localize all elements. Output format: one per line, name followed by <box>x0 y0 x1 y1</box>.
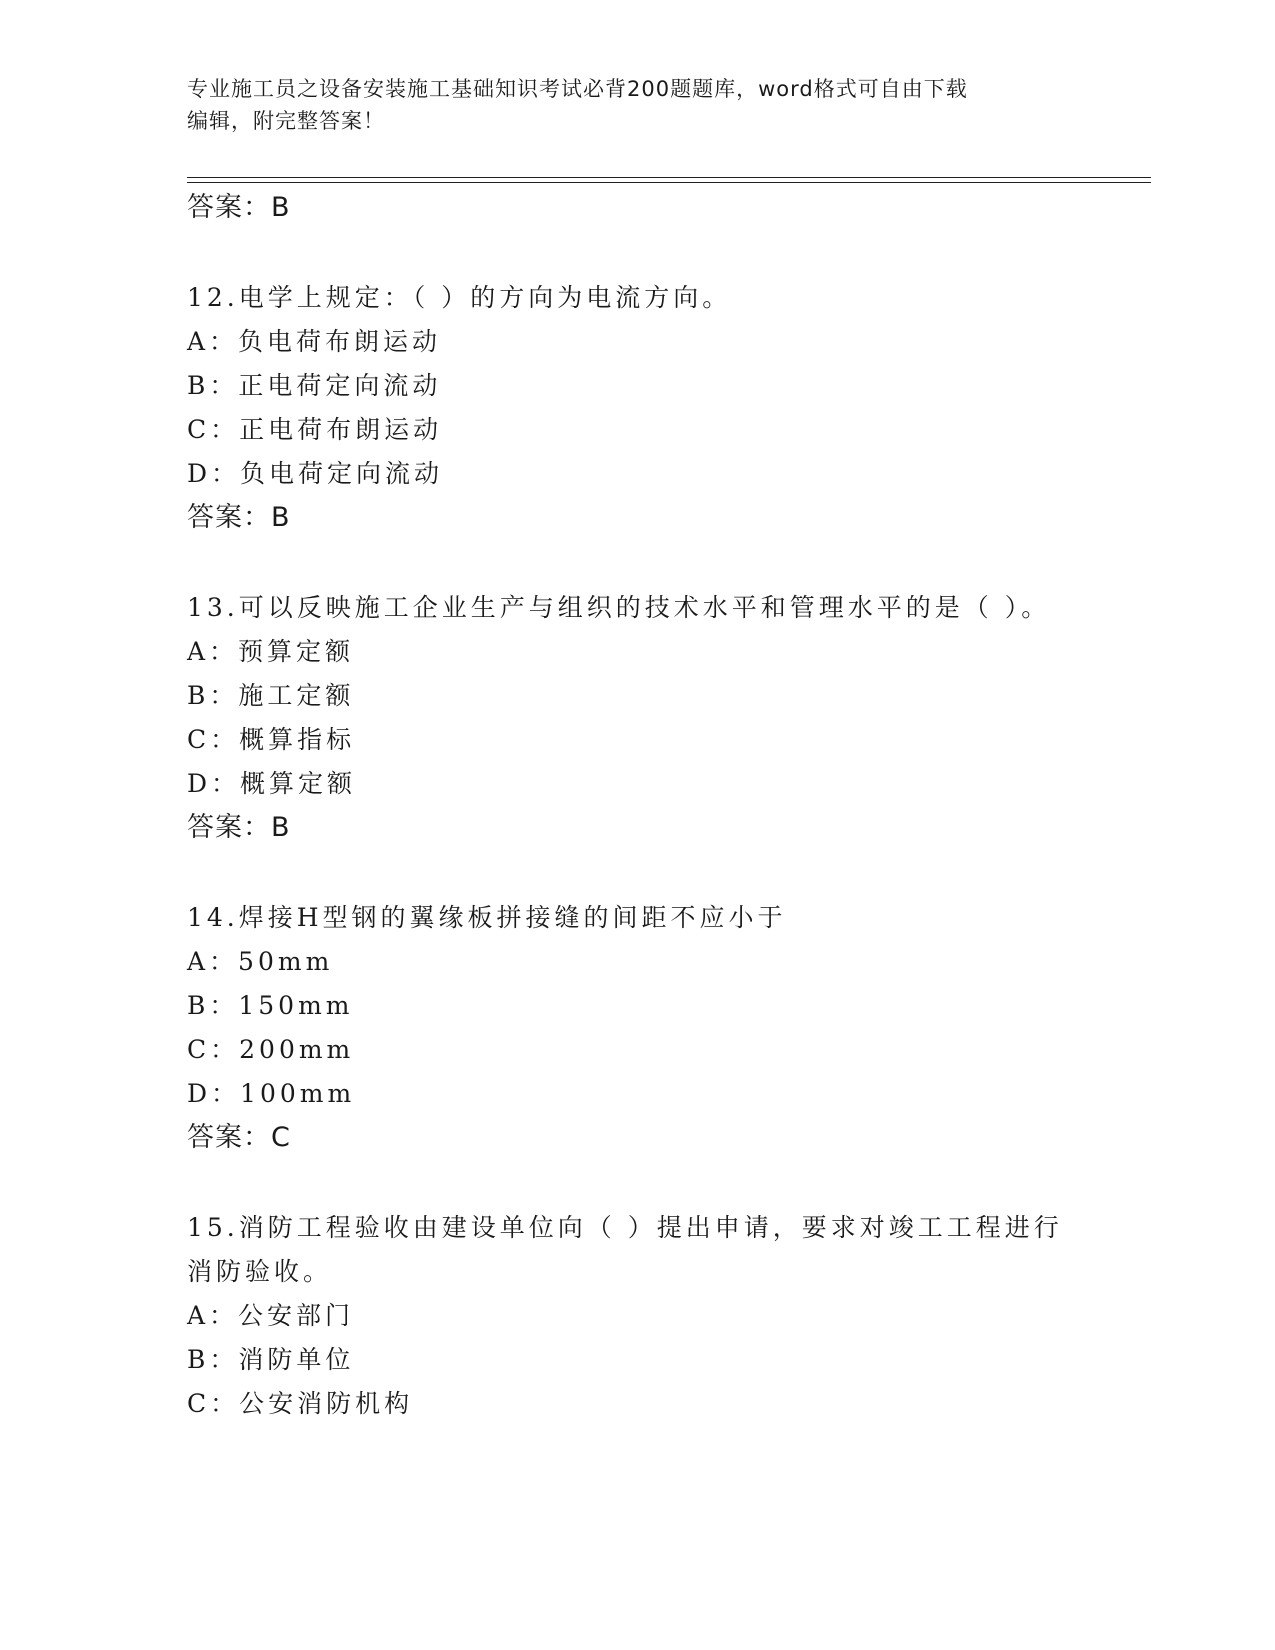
question-15-option-c: C：公安消防机构 <box>187 1389 414 1418</box>
question-14-option-c: C：200mm <box>187 1035 355 1064</box>
question-12-option-b: B：正电荷定向流动 <box>187 371 442 400</box>
question-14-text: 14.焊接H型钢的翼缘板拼接缝的间距不应小于 <box>187 903 787 932</box>
question-14-option-b: B：150mm <box>187 991 354 1020</box>
answer-12: 答案：B <box>187 502 291 533</box>
question-14-option-a: A：50mm <box>187 947 334 976</box>
document-header <box>187 73 1067 137</box>
header-line-1: 专业施工员之设备安装施工基础知识考试必背200题题库，word格式可自由下载 <box>187 77 968 101</box>
answer-13: 答案：B <box>187 812 291 843</box>
answer-11: 答案：B <box>187 192 291 223</box>
question-12-text: 12.电学上规定：（ ）的方向为电流方向。 <box>187 283 732 312</box>
question-15-text-line-1: 15.消防工程验收由建设单位向（ ）提出申请，要求对竣工工程进行 <box>187 1213 1063 1242</box>
question-14-option-d: D：100mm <box>187 1079 356 1108</box>
question-12-option-d: D：负电荷定向流动 <box>187 459 444 488</box>
question-15-option-b: B：消防单位 <box>187 1345 355 1374</box>
question-13-option-d: D：概算定额 <box>187 769 357 798</box>
answer-14: 答案：C <box>187 1122 291 1153</box>
header-line-2: 编辑，附完整答案！ <box>187 109 385 133</box>
question-15-text-line-2: 消防验收。 <box>187 1257 333 1286</box>
question-13-option-b: B：施工定额 <box>187 681 355 710</box>
question-13-option-a: A：预算定额 <box>187 637 355 666</box>
header-rule-top <box>187 177 1151 178</box>
question-13-option-c: C：概算指标 <box>187 725 356 754</box>
question-12-option-c: C：正电荷布朗运动 <box>187 415 443 444</box>
question-13-text: 13.可以反映施工企业生产与组织的技术水平和管理水平的是（ ）。 <box>187 593 1051 622</box>
question-12-option-a: A：负电荷布朗运动 <box>187 327 442 356</box>
header-rule-bottom <box>187 182 1151 183</box>
question-15-option-a: A：公安部门 <box>187 1301 355 1330</box>
